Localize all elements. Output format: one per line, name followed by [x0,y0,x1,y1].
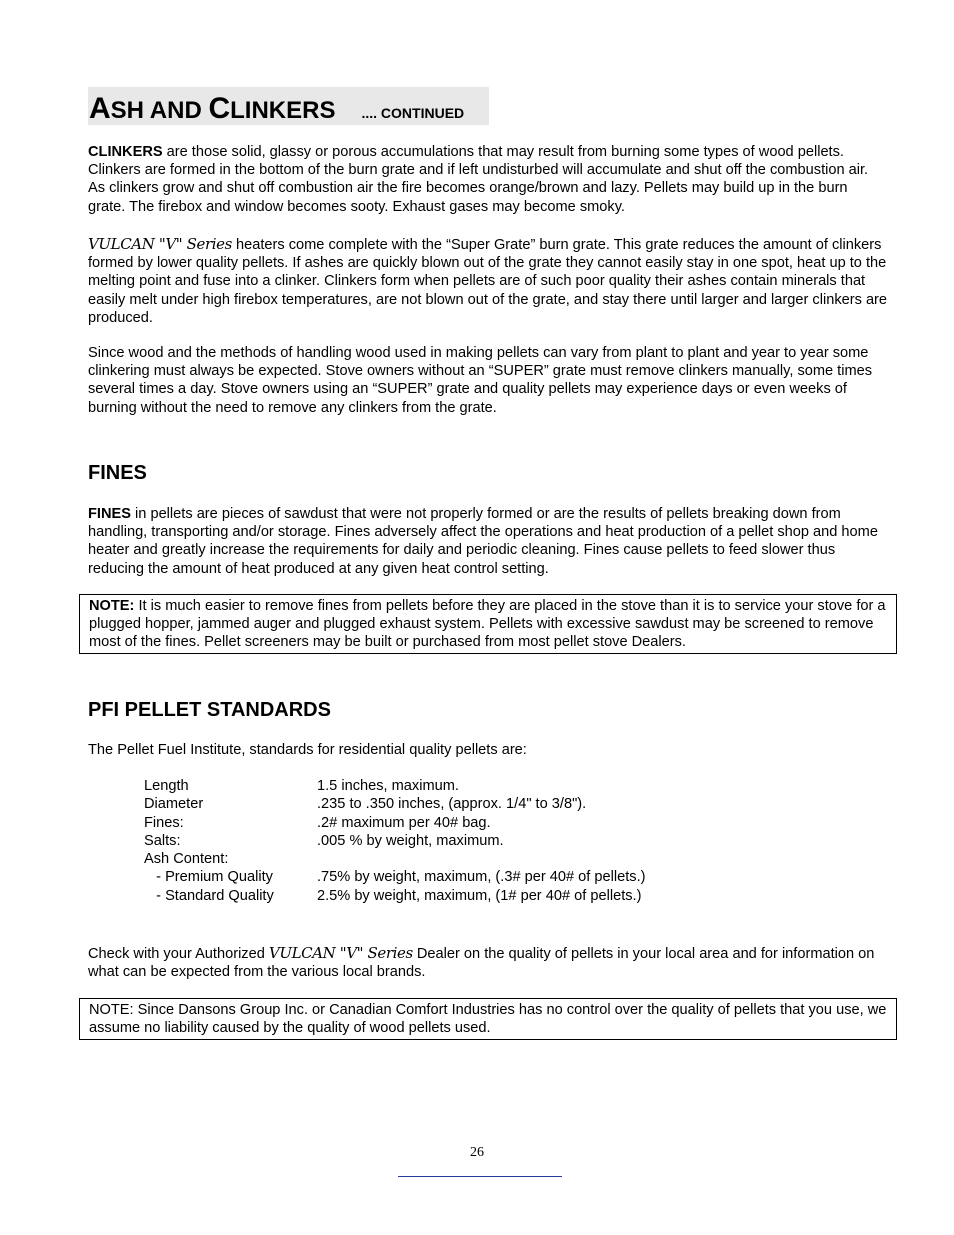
fines-paragraph [88,505,888,578]
fines-heading: FINES [88,462,147,484]
spec-label: Ash Content: [144,851,229,868]
liability-note: NOTE: Since Dansons Group Inc. or Canadian Comfort Industries has no control over the quality of pellets that you use, we assume no liability caused by the quality of wood pellets used. [89,1002,887,1037]
spec-label: - Premium Quality [144,869,273,886]
check-pre: Check with your Authorized [88,946,269,962]
title-part-1: SH AND [110,97,209,124]
check-brand: VULCAN "V" Series [268,944,413,962]
fines-note-lead: NOTE: [89,598,135,614]
spec-label: Salts: [144,832,181,849]
fines-text: in pellets are pieces of sawdust that were not properly formed or are the results of pellets breaking down from handling, transporting and/or storage. Fines adversely affect the operations and heat production of a pellet shop and home heater and greatly increase the requirements for daily and periodic cleaning. Fines cause pellets to feed slower thus reducing the amount of heat produced at any given heat control setting. [88,506,878,577]
title-continued: .... CONTINUED [361,105,465,121]
liability-note-box [79,998,897,1040]
pfi-heading: PFI PELLET STANDARDS [88,699,331,721]
title-part-2: LINKERS [230,97,336,124]
check-dealer-paragraph [88,944,888,981]
spec-label: Length [144,778,189,794]
title-initial-c: C [208,92,231,125]
spec-value: 2.5% by weight, maximum, (1# per 40# of pellets.) [317,887,642,904]
title-initial-a: A [89,92,111,125]
spec-label: Fines: [144,814,184,831]
fines-note-box [79,594,897,654]
clinkers-lead: CLINKERS [88,144,163,160]
page-number: 26 [470,1145,484,1160]
vulcan-text: heaters come complete with the “Super Grate” burn grate. This grate reduces the amount of clinkers formed by lower quality pellets. If ashes are quickly blown out of the grate they cannot easily stay in one spot, heat up to the melting point and fuse into a clinker. Clinkers form when pellets are of such poor quality their ashes contain minerals that easily melt under high firebox temperatures, are not blown out of the grate, and stay there until larger and larger clinkers are produced. [88,237,888,326]
spec-value: .2# maximum per 40# bag. [317,814,491,831]
check-post: Dealer on the quality of pellets in your local area and for information on what can be expected from the various local brands. [88,946,875,981]
spec-value: .235 to .350 inches, (approx. 1/4" to 3/8"). [317,796,587,813]
clinkers-text: are those solid, glassy or porous accumulations that may result from burning some types of wood pellets. Clinkers are formed in the bottom of the burn grate and if left undisturbed will accumulate and shut off the combustion air. As clinkers grow and shut off combustion air the fire becomes orange/brown and lazy. Pellets may build up in the burn grate. The firebox and window becomes sooty. Exhaust gases may become smoky. [88,144,869,215]
fines-note-text: It is much easier to remove fines from pellets before they are placed in the stove than it is to service your stove for a plugged hopper, jammed auger and plugged exhaust system. Pellets with excessive sawdust may be screened to remove most of the fines. Pellet screeners may be built or purchased from most pellet stove Dealers. [89,598,886,651]
since-paragraph: Since wood and the methods of handling wood used in making pellets can vary from plant to plant and year to year some clinkering must always be expected. Stove owners without an “SUPER” grate must remove clinkers manually, some times several times a day. Stove owners using an “SUPER” grate and quality pellets may experience days or even weeks of burning without the need to remove any clinkers from the grate. [88,345,873,416]
fines-note [89,597,889,652]
footer-rule [398,1176,562,1177]
section-title-ash-clinkers [89,89,464,126]
spec-value: 1.5 inches, maximum. [317,778,459,794]
spec-value: .75% by weight, maximum, (.3# per 40# of pellets.) [317,869,646,886]
spec-value: .005 % by weight, maximum. [317,832,504,849]
spec-label: - Standard Quality [144,887,274,904]
vulcan-paragraph [88,235,888,327]
vulcan-brand: VULCAN "V" Series [88,235,232,253]
pfi-intro: The Pellet Fuel Institute, standards for residential quality pellets are: [88,742,527,758]
clinkers-paragraph [88,143,888,216]
fines-lead: FINES [88,506,131,522]
spec-label: Diameter [144,796,204,813]
